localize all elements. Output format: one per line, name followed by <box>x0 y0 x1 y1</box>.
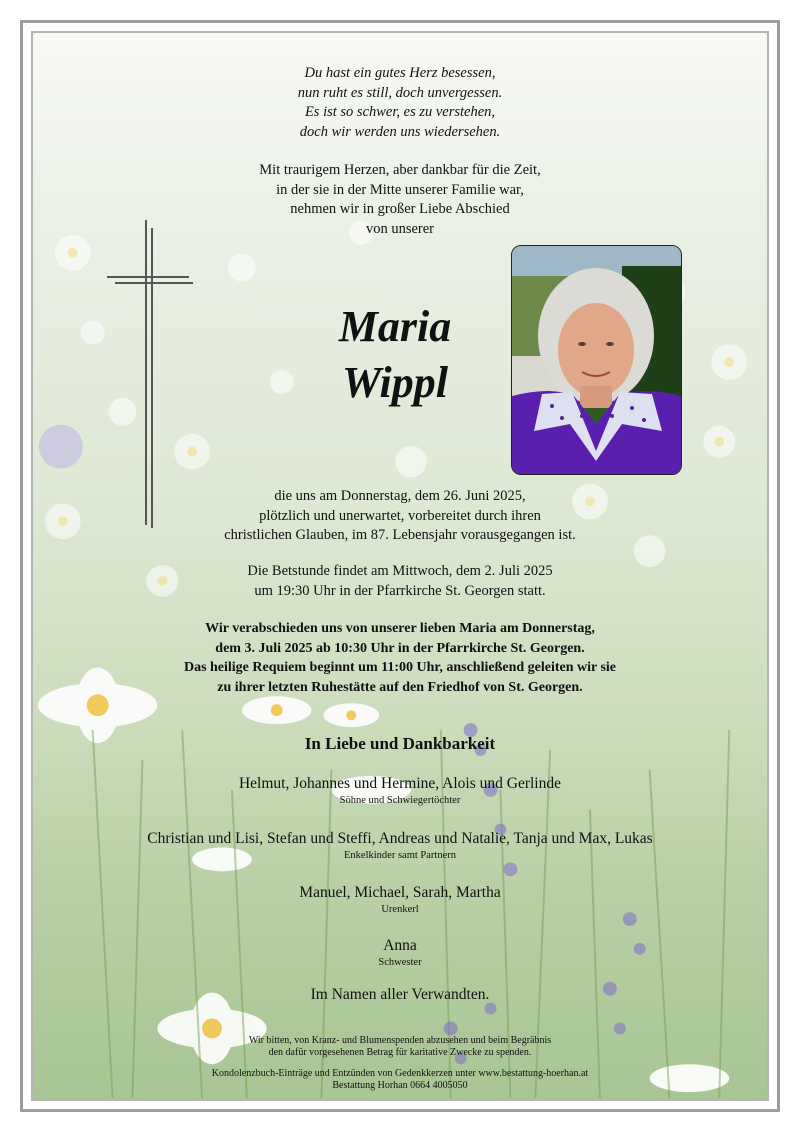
closing-heading: In Liebe und Dankbarkeit <box>304 734 496 753</box>
deceased-last-name: Wippl <box>342 358 448 407</box>
note-line: Kondolenzbuch-Einträge und Entzünden von Gedenkkerzen unter www.bestattung-hoerhan.at <box>211 1068 589 1079</box>
farewell-line: dem 3. Juli 2025 ab 10:30 Uhr in der Pfarrkirche St. Georgen. <box>215 640 585 656</box>
death-line: christlichen Glauben, im 87. Lebensjahr vorausgegangen ist. <box>224 527 576 543</box>
portrait-illustration <box>512 246 681 474</box>
family-names: Anna <box>383 937 417 954</box>
poem-line: doch wir werden uns wiedersehen. <box>299 123 501 140</box>
death-line: plötzlich und unerwartet, vorbereitet durch ihren <box>259 507 541 524</box>
family-group <box>0 936 800 969</box>
intro-line: nehmen wir in großer Liebe Abschied <box>290 201 510 217</box>
farewell-line: Wir verabschieden uns von unserer lieben Maria am Donnerstag, <box>205 621 595 636</box>
portrait-photo <box>511 245 682 475</box>
family-group <box>0 883 800 916</box>
family-group <box>0 774 800 807</box>
family-names: Helmut, Johannes und Hermine, Alois und Gerlinde <box>238 775 561 792</box>
poem-line: nun ruht es still, doch unvergessen. <box>297 84 503 101</box>
family-relation: Schwester <box>378 957 422 968</box>
note-line: Bestattung Horhan 0664 4005050 <box>332 1080 468 1091</box>
family-names: Manuel, Michael, Sarah, Martha <box>299 884 501 901</box>
death-announcement <box>0 487 800 546</box>
intro-line: Mit traurigem Herzen, aber dankbar für die Zeit, <box>259 162 541 178</box>
cross-icon <box>105 220 195 530</box>
poem <box>0 64 800 142</box>
death-line: die uns am Donnerstag, dem 26. Juni 2025, <box>274 488 526 504</box>
prayer-hour <box>0 562 800 601</box>
note-line: Wir bitten, von Kranz- und Blumenspenden abzusehen und beim Begräbnis <box>248 1035 552 1046</box>
signoff: Im Namen aller Verwandten. <box>310 986 490 1003</box>
condolence-note <box>0 1068 800 1092</box>
family-relation: Urenkerl <box>381 904 419 915</box>
farewell-line: zu ihrer letzten Ruhestätte auf den Friedhof von St. Georgen. <box>217 679 583 695</box>
intro-line: von unserer <box>365 220 435 237</box>
prayer-line: Die Betstunde findet am Mittwoch, dem 2. Juli 2025 <box>247 563 553 579</box>
family-relation: Söhne und Schwiegertöchter <box>339 795 461 806</box>
poem-line: Es ist so schwer, es zu verstehen, <box>304 104 496 120</box>
prayer-line: um 19:30 Uhr in der Pfarrkirche St. Georgen statt. <box>254 582 546 599</box>
farewell-line: Das heilige Requiem beginnt um 11:00 Uhr, anschließend geleiten wir sie <box>183 660 617 675</box>
intro-line: in der sie in der Mitte unserer Familie war, <box>276 181 524 198</box>
family-group <box>0 829 800 862</box>
farewell-details <box>0 619 800 697</box>
note-line: den dafür vorgesehenen Betrag für karitative Zwecke zu spenden. <box>268 1047 532 1058</box>
deceased-first-name: Maria <box>338 302 452 351</box>
family-relation: Enkelkinder samt Partnern <box>344 850 456 861</box>
family-names: Christian und Lisi, Stefan und Steffi, Andreas und Natalie, Tanja und Max, Lukas <box>147 830 653 847</box>
donation-note <box>0 1035 800 1059</box>
poem-line: Du hast ein gutes Herz besessen, <box>304 65 496 81</box>
